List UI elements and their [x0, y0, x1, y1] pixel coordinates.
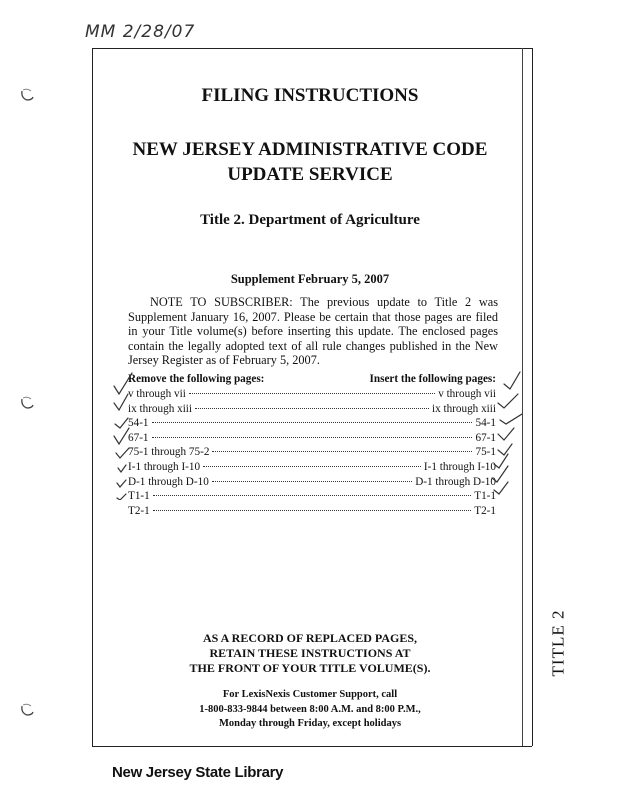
support-line: Monday through Friday, except holidays	[218, 718, 402, 729]
list-item	[128, 432, 496, 447]
side-tab-label: TITLE 2	[547, 609, 567, 677]
record-notice-line: AS A RECORD OF REPLACED PAGES,	[202, 631, 418, 645]
remove-pages: v through vii	[128, 388, 186, 400]
code-title	[100, 137, 520, 187]
page-frame-bottom	[92, 746, 532, 747]
dot-leader	[195, 408, 429, 409]
list-item	[128, 461, 496, 476]
list-item	[128, 476, 496, 491]
checkmark-icon	[115, 418, 128, 428]
insert-pages: ix through xiii	[431, 402, 496, 415]
binder-hole-icon	[20, 396, 34, 410]
page-title: FILING INSTRUCTIONS	[201, 85, 419, 106]
dot-leader	[212, 481, 412, 482]
library-stamp: New Jersey State Library	[112, 764, 284, 781]
checkmark-icon	[494, 454, 508, 468]
checkmark-icon	[498, 428, 514, 440]
checkmark-icon	[498, 444, 512, 455]
list-item	[128, 417, 496, 432]
support-line: For LexisNexis Customer Support, call	[222, 689, 398, 700]
insert-header: Insert the following pages:	[369, 373, 496, 385]
checkmark-icon	[494, 482, 508, 494]
dot-leader	[152, 422, 473, 423]
insert-pages: 54-1	[475, 417, 496, 430]
checkmark-icon	[117, 494, 126, 500]
page-frame-top	[92, 48, 532, 49]
dot-leader	[153, 495, 472, 496]
dot-leader	[152, 437, 473, 438]
insert-pages: 67-1	[475, 431, 496, 444]
list-item	[128, 490, 496, 505]
remove-pages: T2-1	[128, 504, 150, 517]
remove-pages: 67-1	[128, 431, 149, 444]
checkmark-icon	[500, 414, 522, 424]
subscriber-note: NOTE TO SUBSCRIBER: The previous update to Title 2 was Supplement January 16, 2007. Please be certain that those pages are filed in your Title volume(s) before inserting this update. The enclosed pages contain the legally adopted text of all rule changes published in the New Jersey Register as of February 5, 2007.	[128, 295, 498, 367]
list-header	[128, 373, 496, 388]
remove-pages: ix through xiii	[128, 402, 193, 415]
insert-pages: T1-1	[474, 490, 496, 503]
insert-pages: I-1 through I-10	[423, 460, 496, 473]
handwritten-initials-date: MM 2/28/07	[85, 22, 196, 42]
checkmark-icon	[114, 428, 129, 444]
record-notice-line: THE FRONT OF YOUR TITLE VOLUME(S).	[189, 661, 431, 675]
binder-hole-icon	[20, 88, 34, 102]
checkmark-icon	[114, 394, 128, 410]
support-line: 1-800-833-9844 between 8:00 A.M. and 8:00 P.M.,	[199, 703, 421, 715]
binder-hole-icon	[20, 703, 34, 717]
code-title-line: NEW JERSEY ADMINISTRATIVE CODE	[132, 139, 488, 160]
remove-pages: 75-1 through 75-2	[128, 446, 210, 459]
dot-leader	[189, 393, 435, 394]
page-replacement-list	[128, 373, 496, 519]
list-item	[128, 388, 496, 403]
list-item	[128, 505, 496, 520]
side-tab	[518, 603, 598, 683]
dot-leader	[153, 510, 472, 511]
remove-pages: 54-1	[128, 417, 149, 430]
dot-leader	[203, 466, 421, 467]
checkmark-icon	[498, 394, 518, 408]
checkmark-icon	[504, 372, 520, 389]
insert-pages: 75-1	[475, 446, 496, 459]
dot-leader	[212, 451, 472, 452]
supplement-date: Supplement February 5, 2007	[230, 272, 390, 286]
code-title-line: UPDATE SERVICE	[227, 164, 393, 185]
record-notice-line: RETAIN THESE INSTRUCTIONS AT	[209, 646, 411, 660]
remove-pages: I-1 through I-10	[128, 460, 201, 473]
list-item	[128, 446, 496, 461]
remove-pages: D-1 through D-10	[128, 475, 209, 488]
insert-pages: T2-1	[474, 504, 496, 517]
insert-pages: v through vii	[438, 388, 496, 400]
insert-pages: D-1 through D-10	[415, 475, 496, 488]
checkmark-icon	[118, 465, 126, 472]
page-frame-left	[92, 48, 93, 746]
checkmark-icon	[117, 480, 126, 487]
remove-pages: T1-1	[128, 490, 150, 503]
record-notice	[100, 631, 520, 676]
customer-support-info	[100, 688, 520, 732]
title-subject: Title 2. Department of Agriculture	[200, 212, 420, 228]
list-item	[128, 403, 496, 418]
remove-header: Remove the following pages:	[128, 373, 265, 385]
